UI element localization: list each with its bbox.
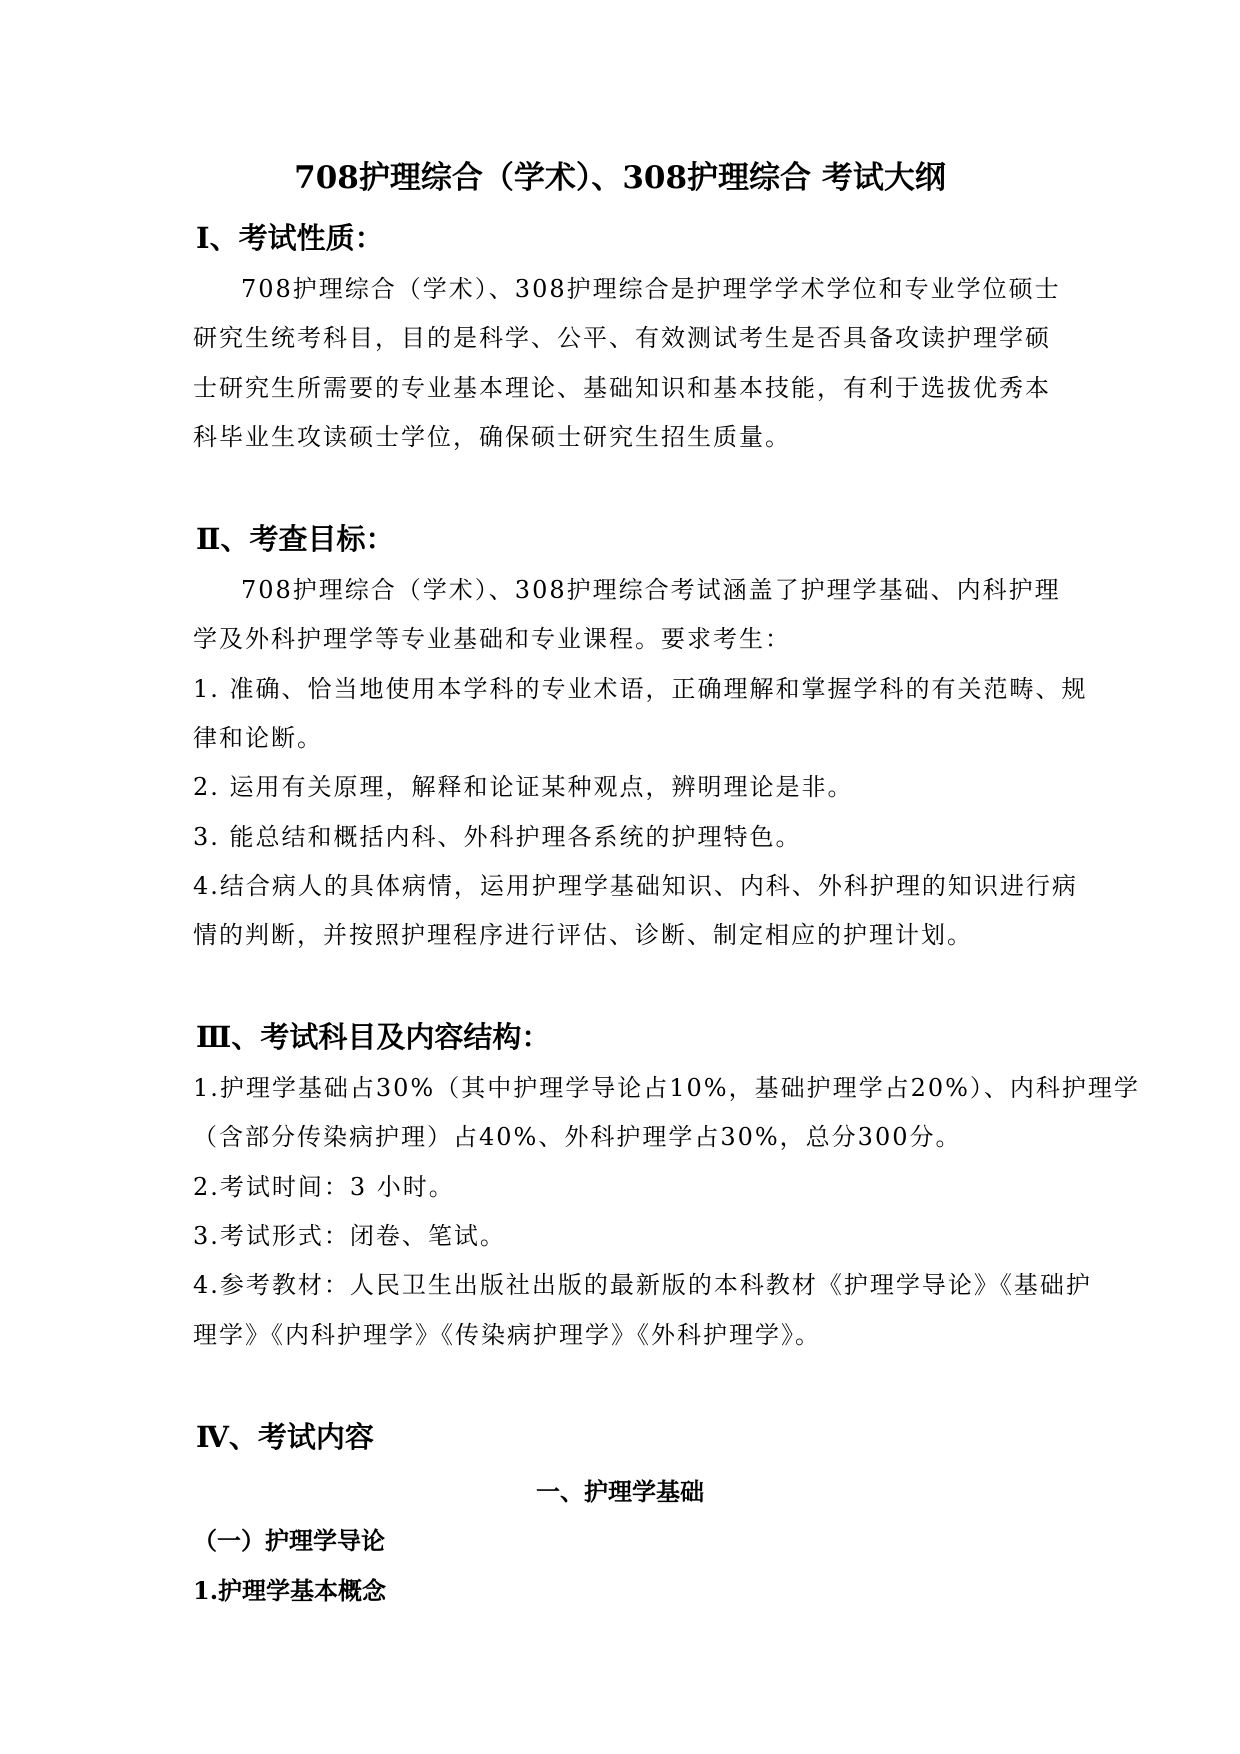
section-4-heading: Ⅳ、考试内容	[196, 1420, 374, 1454]
section-3-line: 1.护理学基础占30%（其中护理学导论占10%，基础护理学占20%）、内科护理学	[193, 1074, 1140, 1102]
section-3-line: 2.考试时间：3 小时。	[193, 1173, 455, 1201]
sub-title: （一）护理学导论	[193, 1526, 385, 1555]
section-2-line: 3. 能总结和概括内科、外科护理各系统的护理特色。	[193, 823, 802, 851]
section-3-line: 理学》《内科护理学》《传染病护理学》《外科护理学》。	[193, 1321, 821, 1349]
section-1-heading: Ⅰ、考试性质：	[196, 221, 384, 255]
section-3-line: 4.参考教材：人民卫生出版社出版的最新版的本科教材《护理学导论》《基础护	[193, 1271, 1092, 1299]
section-2-line: 情的判断，并按照护理程序进行评估、诊断、制定相应的护理计划。	[193, 921, 973, 949]
section-1-line: 708护理综合（学术）、308护理综合是护理学学术学位和专业学位硕士	[241, 275, 1061, 303]
section-2-line: 律和论断。	[193, 724, 323, 752]
section-3-line: 3.考试形式：闭卷、笔试。	[193, 1222, 506, 1250]
section-2-line: 2. 运用有关原理，解释和论证某种观点，辨明理论是非。	[193, 773, 854, 801]
section-2-heading: Ⅱ、考查目标：	[196, 522, 395, 556]
section-3-line: （含部分传染病护理）占40%、外科护理学占30%，总分300分。	[193, 1123, 962, 1151]
section-1-line: 科毕业生攻读硕士学位，确保硕士研究生招生质量。	[193, 423, 791, 451]
section-2-line: 学及外科护理学等专业基础和专业课程。要求考生：	[193, 625, 791, 653]
section-3-heading: Ⅲ、考试科目及内容结构：	[196, 1020, 551, 1054]
section-2-line: 4.结合病人的具体病情，运用护理学基础知识、内科、外科护理的知识进行病	[193, 872, 1078, 900]
section-1-line: 士研究生所需要的专业基本理论、基础知识和基本技能，有利于选拔优秀本	[193, 374, 1051, 402]
part-title: 一、护理学基础	[536, 1477, 704, 1506]
sub-sub-title: 1.护理学基本概念	[193, 1576, 387, 1605]
section-2-line: 1. 准确、恰当地使用本学科的专业术语，正确理解和掌握学科的有关范畴、规	[193, 675, 1088, 703]
section-2-line: 708护理综合（学术）、308护理综合考试涵盖了护理学基础、内科护理	[241, 576, 1061, 604]
page-title: 708护理综合（学术）、308护理综合 考试大纲	[294, 160, 946, 196]
section-1-line: 研究生统考科目，目的是科学、公平、有效测试考生是否具备攻读护理学硕	[193, 324, 1051, 352]
